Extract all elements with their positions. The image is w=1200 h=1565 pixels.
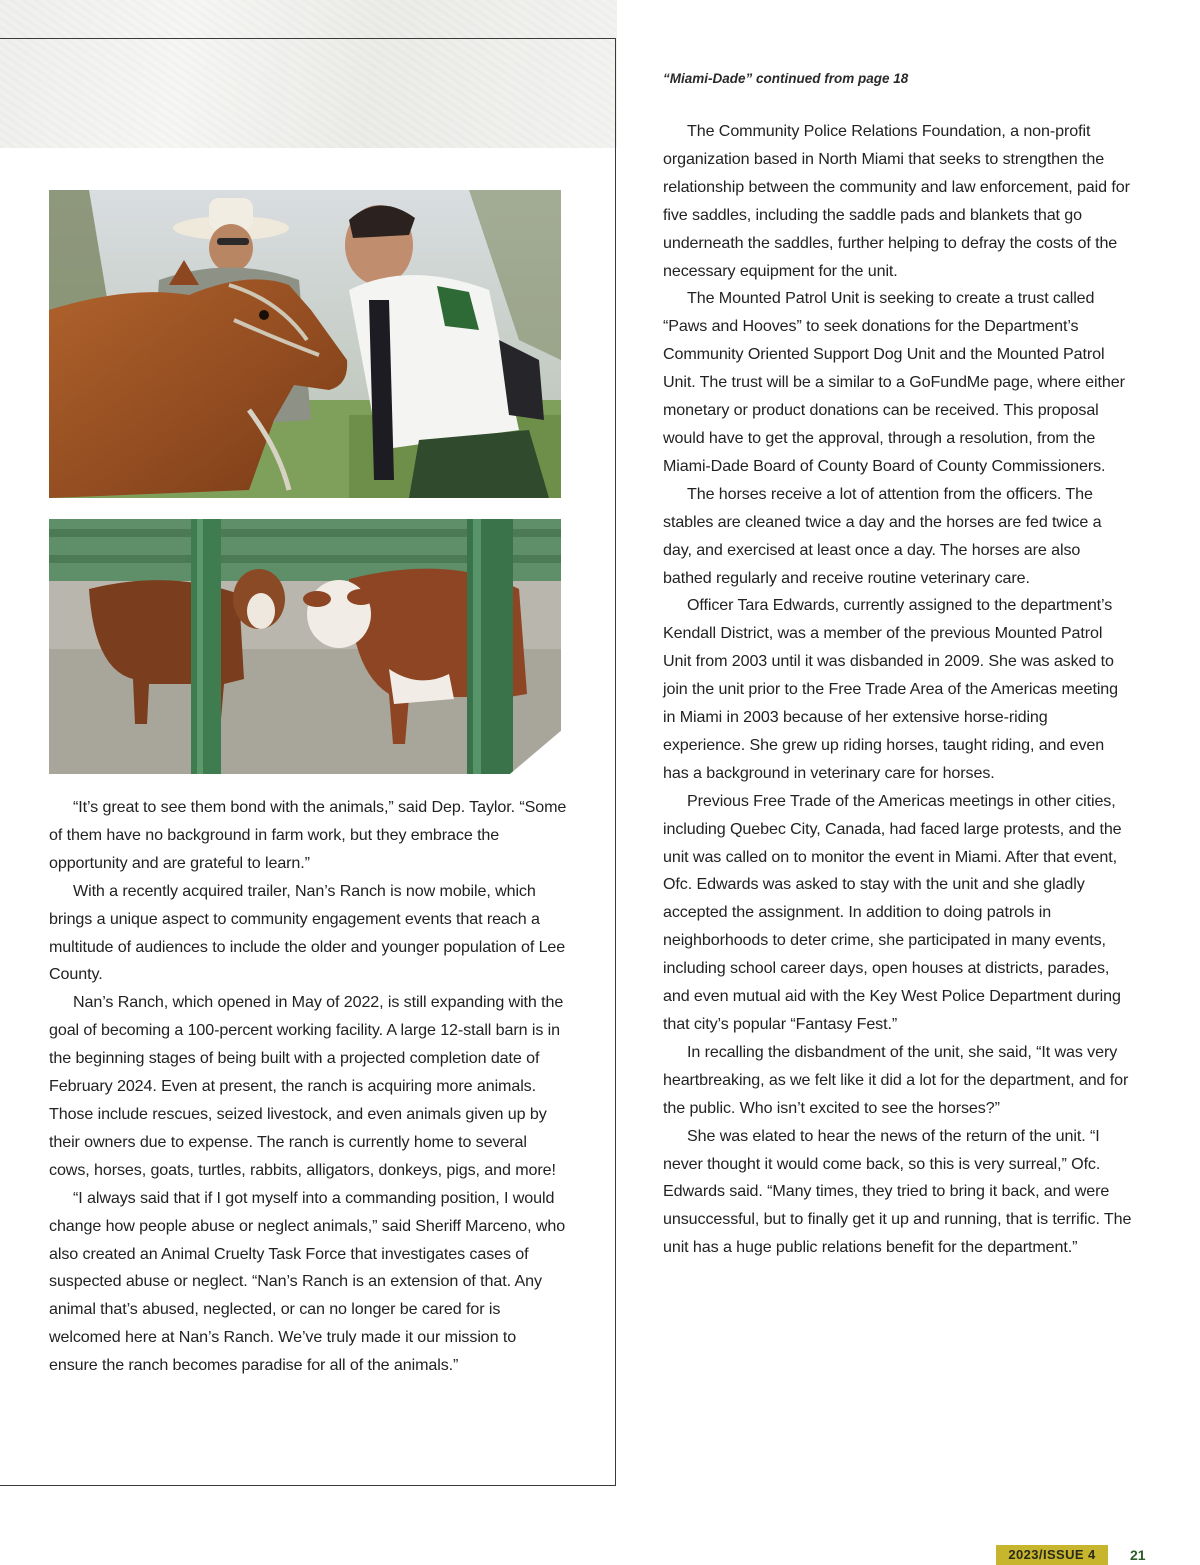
photo-two-calves [49, 519, 561, 774]
issue-badge: 2023/ISSUE 4 [996, 1545, 1108, 1565]
paragraph: The Community Police Relations Foundation, a non-profit organization based in North Miami that seeks to strengthen the relationship between the community and law enforcement, paid for five saddles, including the saddle pads and blankets that go underneath the saddles, further helping to defray the costs of the necessary equipment for the unit. [663, 122, 1130, 280]
paragraph: The Mounted Patrol Unit is seeking to create a trust called “Paws and Hooves” to seek donations for the Department’s Community Oriented Support Dog Unit and the Mounted Patrol Unit. The trust will be a similar to a GoFundMe page, where either monetary or product donations can be received. This proposal would have to get the approval, through a resolution, from the Miami-Dade Board of County Board of County Commissioners. [663, 289, 1125, 475]
paragraph: She was elated to hear the news of the return of the unit. “I never thought it would come back, so this is very surreal,” Ofc. Edwards said. “Many times, they tried to bring it back, and were unsuccessful, but to finally get it up and running, that is terrific. The unit has a huge public relations benefit for the department.” [663, 1126, 1132, 1257]
paragraph: Officer Tara Edwards, currently assigned to the department’s Kendall District, was a member of the previous Mounted Patrol Unit from 2003 until it was disbanded in 2009. She was asked to join the unit prior to the Free Trade Area of the Americas meeting in Miami in 2003 because of her extensive horse-riding experience. She grew up riding horses, taught riding, and even has a background in veterinary care for horses. [663, 596, 1119, 782]
paragraph: The horses receive a lot of attention from the officers. The stables are cleaned twice a day and the horses are fed twice a day, and exercised at least once a day. The horses are also bathed regularly and receive routine veterinary care. [663, 484, 1102, 587]
continued-from-note: “Miami-Dade” continued from page 18 [663, 71, 909, 86]
paragraph: “I always said that if I got myself into a commanding position, I would change how people abuse or neglect animals,” said Sheriff Marceno, who also created an Animal Cruelty Task Force that investigates cases of suspected abuse or neglect. “Nan’s Ranch is an extension of that. Any animal that’s abused, neglected, or can no longer be cared for is welcomed here at Nan’s Ranch. We’ve truly made it our mission to ensure the ranch becomes paradise for all of the animals.” [49, 1188, 566, 1375]
photo-sheriff-with-pony [49, 190, 561, 498]
paragraph: “It’s great to see them bond with the animals,” said Dep. Taylor. “Some of them have no background in farm work, but they embrace the opportunity and are grateful to learn.” [49, 798, 567, 872]
left-article-column [49, 794, 569, 1380]
right-article-column [663, 118, 1133, 1262]
paragraph: In recalling the disbandment of the unit, she said, “It was very heartbreaking, as we felt like it did a lot for the department, and for the public. Who isn’t excited to see the horses?” [663, 1042, 1129, 1117]
page-number: 21 [1130, 1547, 1146, 1563]
paragraph: Nan’s Ranch, which opened in May of 2022, is still expanding with the goal of becoming a 100-percent working facility. A large 12-stall barn is in the beginning stages of being built with a projected completion date of February 2024. Even at present, the ranch is acquiring more animals. Those include rescues, seized livestock, and even animals given up by their owners due to expense. The ranch is currently home to several cows, horses, goats, turtles, rabbits, alligators, donkeys, pigs, and more! [49, 993, 564, 1179]
paragraph: With a recently acquired trailer, Nan’s Ranch is now mobile, which brings a unique aspect to community engagement events that reach a multitude of audiences to include the older and younger population of Lee County. [49, 881, 566, 984]
paragraph: Previous Free Trade of the Americas meetings in other cities, including Quebec City, Canada, had faced large protests, and the unit was called on to monitor the event in Miami. After that event, Ofc. Edwards was asked to stay with the unit and she gladly accepted the assignment. In addition to doing patrols in neighborhoods to deter crime, she participated in many events, including school career days, open houses at districts, parades, and even mutual aid with the Key West Police Department during that city’s popular “Fantasy Fest.” [663, 791, 1122, 1033]
